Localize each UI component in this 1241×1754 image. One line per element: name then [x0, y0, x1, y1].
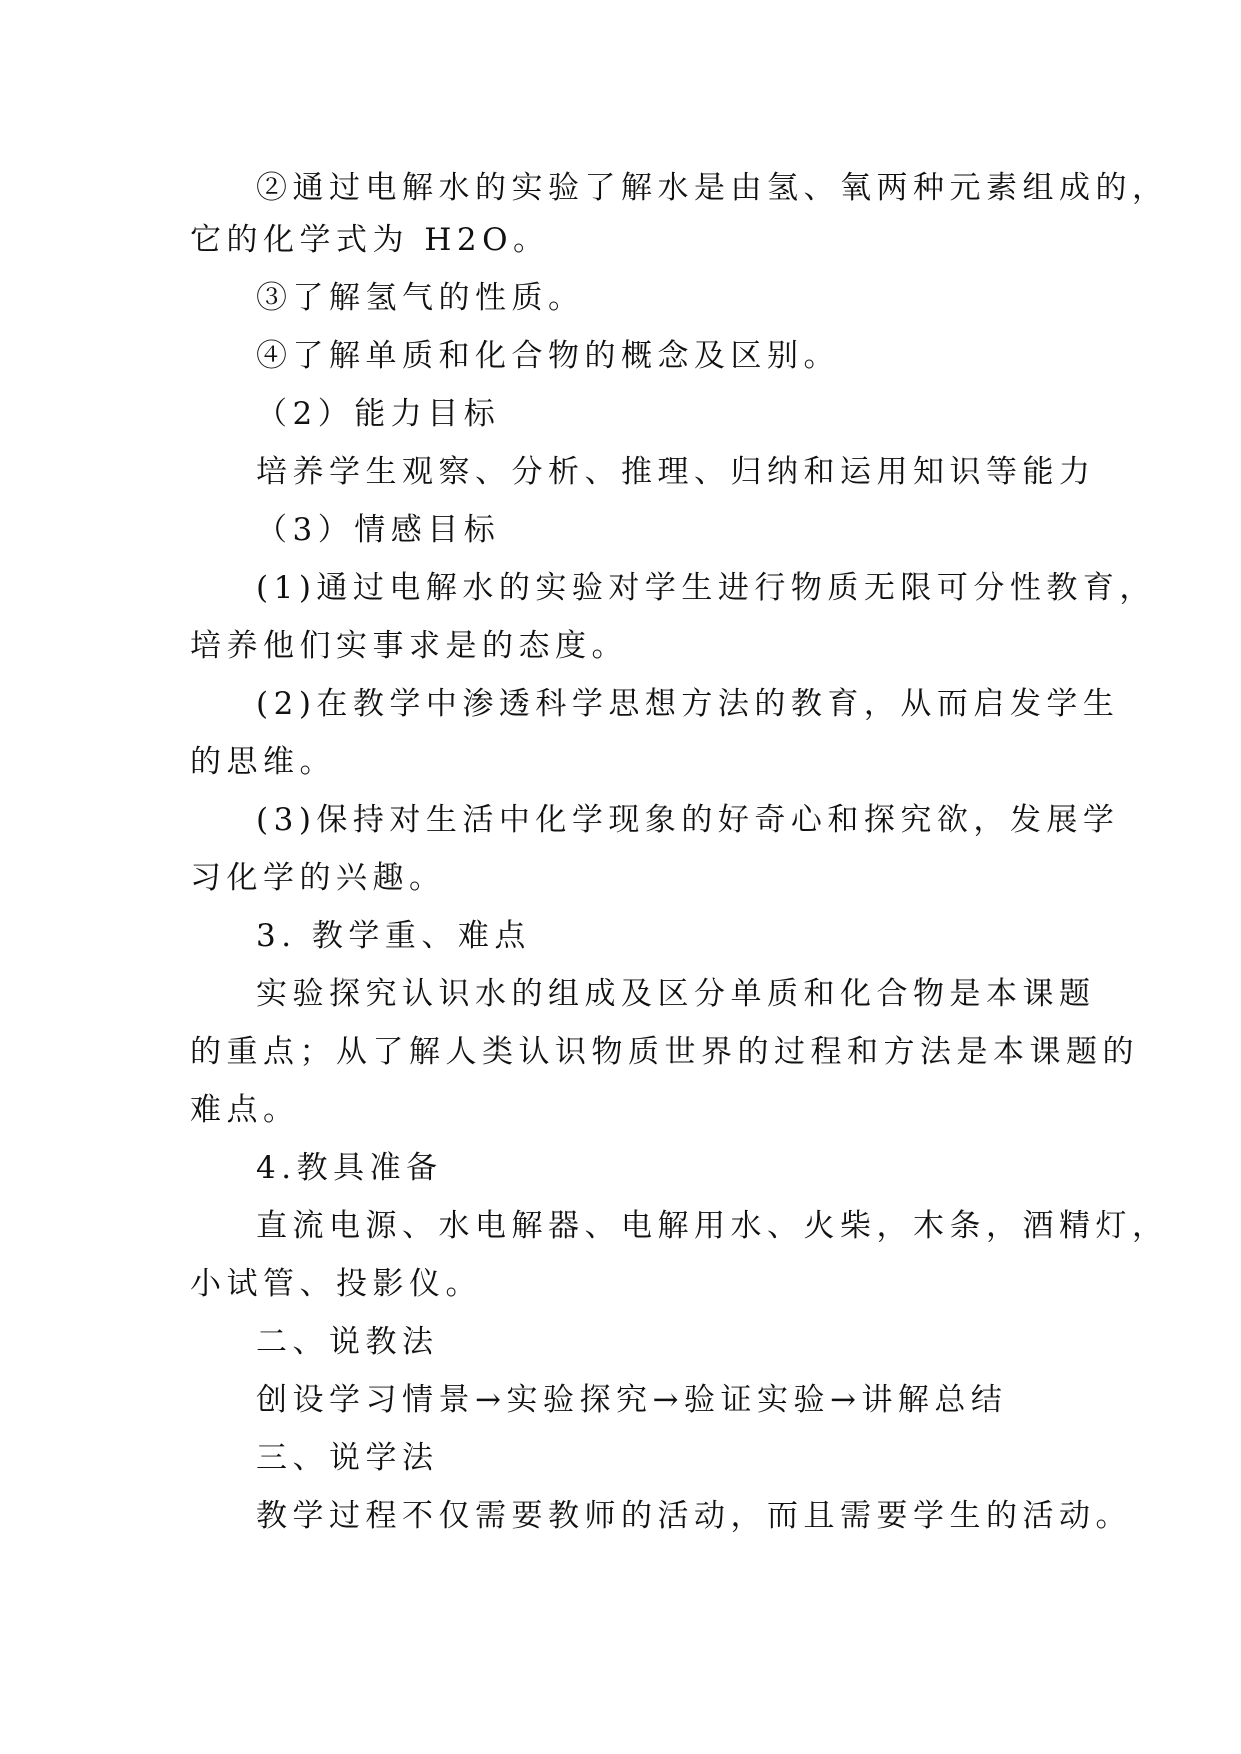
text-line: (3)保持对生活中化学现象的好奇心和探究欲，发展学	[256, 802, 1120, 838]
text-line: 实验探究认识水的组成及区分单质和化合物是本课题	[256, 976, 1096, 1012]
text-line: 创设学习情景→实验探究→验证实验→讲解总结	[256, 1382, 1008, 1418]
section-heading: （2）能力目标	[256, 396, 501, 432]
text-line: (2)在教学中渗透科学思想方法的教育，从而启发学生	[256, 686, 1120, 722]
text-line: 直流电源、水电解器、电解用水、火柴，木条，酒精灯，	[256, 1208, 1169, 1244]
text-line: 培养他们实事求是的态度。	[190, 628, 628, 664]
text-line: ③了解氢气的性质。	[256, 280, 585, 316]
text-line: ②通过电解水的实验了解水是由氢、氧两种元素组成的，	[256, 170, 1169, 206]
text-line: 难点。	[190, 1092, 300, 1128]
section-heading: 二、说教法	[256, 1324, 439, 1360]
text-line: 的思维。	[190, 744, 336, 780]
section-heading: 3. 教学重、难点	[256, 918, 531, 954]
text-line: 培养学生观察、分析、推理、归纳和运用知识等能力	[256, 454, 1096, 490]
text-line: 小试管、投影仪。	[190, 1266, 482, 1302]
section-heading: 三、说学法	[256, 1440, 439, 1476]
text-line: ④了解单质和化合物的概念及区别。	[256, 338, 840, 374]
section-heading: 4.教具准备	[256, 1150, 443, 1186]
text-line: 它的化学式为 H2O。	[190, 222, 550, 258]
text-line: (1)通过电解水的实验对学生进行物质无限可分性教育，	[256, 570, 1156, 606]
text-line: 习化学的兴趣。	[190, 860, 446, 896]
section-heading: （3）情感目标	[256, 512, 501, 548]
text-line: 教学过程不仅需要教师的活动，而且需要学生的活动。	[256, 1498, 1132, 1534]
text-line: 的重点；从了解人类认识物质世界的过程和方法是本课题的	[190, 1034, 1139, 1070]
